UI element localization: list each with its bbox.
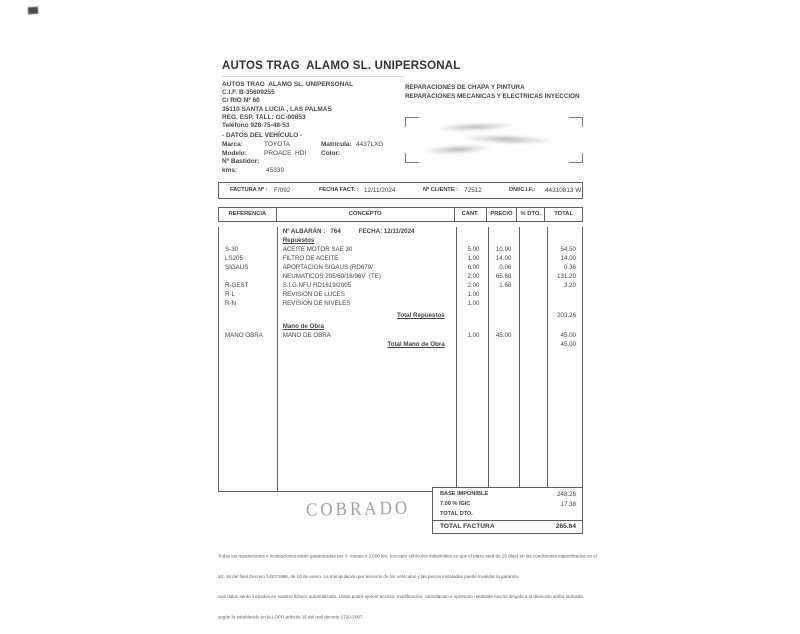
base-imponible-label: BASE IMPONIBLE	[440, 491, 489, 497]
vehicle-kms-value: 45339	[266, 166, 285, 174]
table-body	[218, 227, 583, 492]
cell-concepto: S.I.G NFU RD1619/2005	[282, 282, 352, 289]
albaran-number: Nº ALBARÁN : 764	[282, 228, 341, 235]
cell-concepto: APORTACION SIGAUS (RD679/	[282, 264, 373, 271]
bracket-corner-icon	[569, 153, 583, 163]
cell-dto	[517, 254, 545, 263]
cell-concepto: ACEITE MOTOR SAE 30	[282, 246, 353, 253]
cell-total: 131.20	[557, 273, 576, 280]
company-address	[222, 81, 353, 130]
header-concepto: CONCEPTO	[277, 208, 455, 221]
totals-box	[432, 487, 583, 534]
cell-ref: R-GEST	[225, 282, 249, 289]
vehicle-marca-label: Marca:	[222, 141, 243, 148]
table-row	[219, 272, 582, 281]
vehicle-matricula-value: 4437LXG	[356, 141, 384, 148]
cell-dto	[517, 281, 545, 290]
cell-dto	[517, 263, 545, 272]
cell-dto	[517, 272, 545, 281]
fineprint-line: Todas las reparaciones e instalaciones están garantizadas por 3 meses o 2.000 km, (excepto vehículos industriales en que el plazo será de 15 días) en las condiciones especificadas en el	[218, 554, 597, 560]
header-referencia: REFERENCIA	[219, 208, 277, 221]
fecha-label: FECHA FACT. :	[319, 187, 359, 193]
cell-ref	[219, 272, 277, 281]
invoice-reference-bar	[218, 182, 583, 199]
fecha-value: 12/11/2024	[364, 187, 396, 194]
cell-dto	[517, 331, 545, 340]
subtotal-row	[219, 311, 582, 320]
vehicle-marca-value: TOYOTA	[264, 141, 291, 148]
cell-total	[545, 290, 582, 299]
vehicle-section-title: - DATOS DEL VEHÍCULO -	[222, 132, 303, 139]
cell-total	[545, 299, 582, 308]
table-header	[218, 207, 583, 222]
address-line: 35110 SANTA LUCIA , LAS PALMAS	[222, 105, 332, 113]
title-rule	[222, 76, 404, 77]
cell-total: 54.50	[560, 246, 576, 253]
handwriting-smudge	[435, 122, 515, 133]
fineprint-line: Sus datos serán incluidos en nuestro fichero automatizado. Usted podrá ejercer acceso, modificación, cancelación u oposición mediante escrito dirigido a la dirección arriba indicada,	[218, 594, 584, 600]
handwriting-smudge	[423, 143, 493, 156]
column-divider	[547, 227, 548, 491]
vehicle-modelo-label: Modelo:	[222, 149, 247, 157]
table-row	[219, 281, 582, 290]
totals-divider	[433, 520, 582, 521]
cell-precio: 1.60	[499, 282, 512, 289]
table-row	[219, 254, 582, 263]
cell-total: 14.00	[560, 255, 576, 262]
factura-label: FACTURA Nº :	[230, 187, 268, 193]
cell-precio: 65.60	[495, 273, 512, 280]
address-line: C.I.F. B-35609255	[222, 89, 275, 97]
table-row	[219, 290, 582, 299]
address-window	[405, 117, 583, 163]
cell-ref: LS205	[225, 255, 243, 262]
base-imponible-value: 248.26	[557, 491, 576, 498]
scan-artifact	[28, 7, 38, 15]
igic-label: 7.00 % IGIC	[440, 501, 471, 507]
albaran-row	[219, 227, 582, 236]
services-block	[405, 84, 580, 101]
fineprint-line: art. 16 del final Decreto 1457/1986, de 10 de enero. La manipulación por terceros de los vehículos y las piezas instaladas puede invalidar la garantía.	[218, 574, 519, 580]
line-items-table	[218, 207, 583, 492]
cell-ref: MANO OBRA	[225, 332, 263, 339]
cell-precio	[487, 290, 518, 299]
dni-value: 44310813 W	[545, 187, 582, 194]
header-total: TOTAL	[554, 211, 573, 217]
column-divider	[277, 227, 278, 491]
table-row	[219, 245, 582, 254]
cell-concepto: FILTRO DE ACEITE	[282, 255, 339, 262]
subtotal-label: Total Repuestos	[397, 312, 445, 319]
vehicle-matricula-label: Matrícula:	[321, 141, 352, 148]
vehicle-color-label: Color:	[321, 149, 341, 157]
cell-cant: 1.00	[467, 255, 480, 262]
cliente-label: Nº CLIENTE :	[423, 187, 458, 193]
group-heading: Repuestos	[282, 237, 315, 244]
cell-cant: 6.00	[467, 264, 480, 271]
cell-dto	[517, 245, 545, 254]
legal-fineprint	[218, 540, 597, 634]
column-divider	[456, 227, 457, 491]
total-factura-label: TOTAL FACTURA	[440, 523, 495, 530]
bracket-corner-icon	[405, 153, 419, 163]
table-row	[219, 263, 582, 272]
vehicle-modelo-value: PROACE HDI	[264, 149, 307, 157]
total-dto-label: TOTAL DTO.	[440, 511, 473, 517]
cell-dto	[517, 290, 545, 299]
cell-precio	[487, 299, 518, 308]
total-factura-value: 265.64	[555, 523, 576, 530]
vehicle-bastidor-label: Nº Bastidor:	[222, 158, 260, 165]
address-line: AUTOS TRAG ALAMO SL. UNIPERSONAL	[222, 81, 354, 88]
address-line: Teléfono 928-75-48-53	[222, 122, 290, 130]
vehicle-kms-label: kms:	[222, 166, 238, 174]
cell-total: 0.36	[563, 264, 576, 271]
column-divider	[519, 227, 520, 491]
cell-cant: 5.00	[467, 246, 480, 253]
cell-cant: 1.00	[467, 300, 480, 307]
albaran-fecha: FECHA: 12/11/2024	[358, 228, 415, 235]
cell-ref: R-L	[225, 291, 235, 298]
cell-precio: 10.90	[495, 246, 512, 253]
cell-cant: 2.00	[467, 282, 480, 289]
cell-total: 3.20	[563, 282, 576, 289]
address-line: C/ RIO Nº 60	[222, 97, 260, 105]
dni-label: DNI/C.I.F.:	[509, 187, 536, 193]
fineprint-line: según lo establecido en la LOPD artículo 15 del real decreto 1720-2007.	[218, 614, 364, 620]
cobrado-stamp: COBRADO	[305, 496, 411, 521]
subtotal-value: 203.26	[557, 312, 576, 319]
cliente-number: 72512	[464, 187, 482, 194]
services-line: REPARACIONES DE CHAPA Y PINTURA	[405, 84, 525, 91]
bracket-corner-icon	[405, 117, 419, 127]
bracket-corner-icon	[569, 117, 583, 127]
cell-precio: 45.00	[495, 332, 512, 339]
header-cant: CANT.	[455, 208, 487, 221]
cell-cant: 1.00	[467, 332, 480, 339]
igic-value: 17.38	[560, 501, 576, 508]
group-heading: Mano de Obra	[282, 323, 324, 330]
cell-concepto: NEUMATICOS 205/60/16/96V (TE)	[282, 273, 381, 280]
cell-cant: 2.00	[467, 273, 480, 280]
table-row	[219, 322, 582, 331]
cell-ref: S-30	[225, 246, 239, 253]
services-line: REPARACIONES MECANICAS Y ELECTRICAS INYECCION	[405, 92, 580, 100]
cell-dto	[517, 299, 545, 308]
cell-precio: 0.06	[499, 264, 512, 271]
header-dto: % DTO.	[517, 208, 545, 221]
cell-precio: 14.00	[495, 255, 512, 262]
table-row	[219, 331, 582, 340]
table-row	[219, 236, 582, 245]
subtotal-row	[219, 340, 582, 349]
subtotal-label: Total Mano de Obra	[387, 341, 445, 348]
header-precio: PRECIO	[487, 208, 518, 221]
cell-ref: R-N	[225, 300, 236, 307]
cell-total: 45.00	[560, 332, 576, 339]
cell-concepto: REVISION DE LUCES	[282, 291, 345, 298]
cell-concepto: REVISION DE NIVELES	[282, 300, 351, 307]
address-line: REG. ESP. TALL: GC-00853	[222, 113, 306, 121]
table-row	[219, 299, 582, 308]
company-title: AUTOS TRAG ALAMO SL. UNIPERSONAL	[222, 60, 461, 72]
cell-ref: SIGAUS	[225, 264, 249, 271]
factura-number: F/092	[274, 187, 291, 194]
cell-cant: 1.00	[467, 291, 480, 298]
cell-concepto: MANO DE OBRA	[282, 332, 331, 339]
column-divider	[488, 227, 489, 491]
subtotal-value: 45.00	[560, 341, 576, 348]
